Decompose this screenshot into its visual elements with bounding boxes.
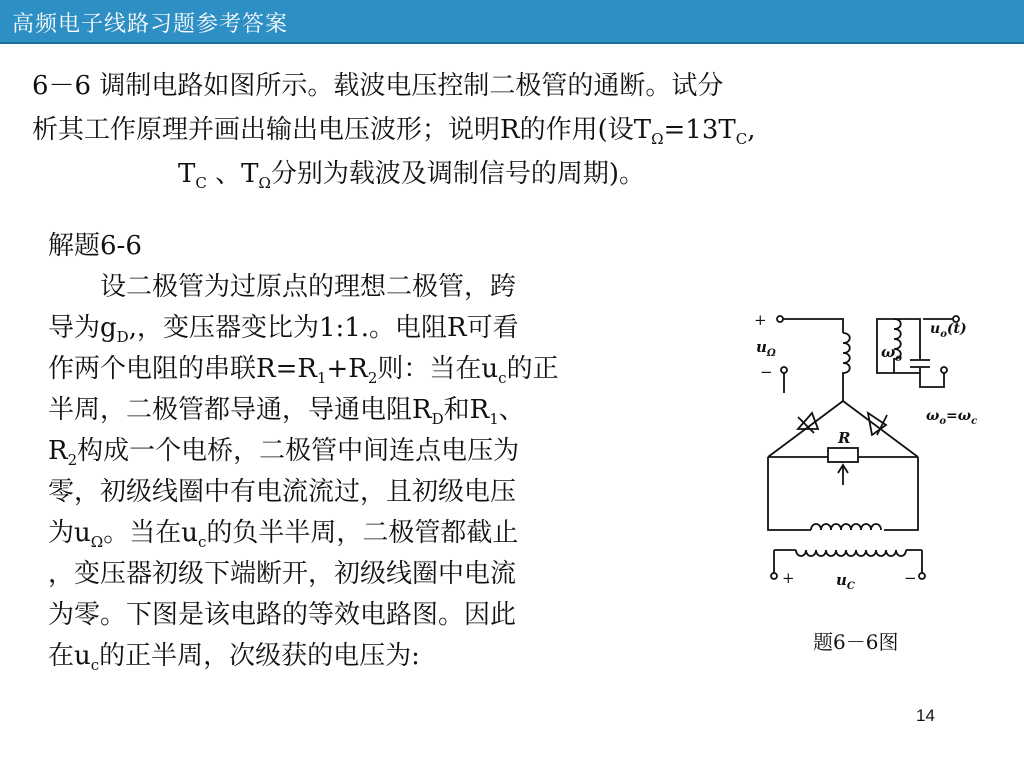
label-omega-o: ω (881, 343, 896, 361)
diode-left (798, 413, 818, 433)
page-number: 14 (916, 706, 935, 725)
label-uo: u (930, 321, 941, 337)
terminal-minus-top (781, 367, 787, 373)
problem-line-2: 析其工作原理并画出输出电压波形；说明R的作用(设$T_\Omega=13T_C$, (32, 115, 756, 148)
label-plus-top: + (754, 311, 767, 329)
solution-line: 零，初级线圈中有电流流过，且初级电压 (48, 477, 517, 507)
terminal-plus-top (777, 316, 783, 322)
label-r: R (838, 429, 851, 447)
problem-line-1: 6－6 调制电路如图所示。载波电压控制二极管的通断。试分 (32, 71, 724, 101)
solution-line: ，变压器初级下端断开，初级线圈中电流 (48, 559, 517, 589)
solution-line: 作两个电阻的串联$R=R_1+R_2$则：当在$u_c$的正 (48, 354, 559, 387)
label-u-omega: u (756, 338, 767, 356)
svg-text:ωo=ωc: $\omega_o=\omega_c$ (926, 408, 978, 427)
figure-caption: 题6－6图 (813, 630, 899, 654)
transformer-upper-coil (811, 524, 881, 530)
slide-title: 高频电子线路习题参考答案 (12, 12, 289, 37)
label-minus-bottom: − (904, 569, 917, 587)
slide-header-bar (0, 0, 1024, 44)
label-uc: u (836, 571, 847, 589)
solution-line: 设二极管为过原点的理想二极管，跨 (100, 272, 517, 302)
solution-line: 为零。下图是该电路的等效电路图。因此 (48, 600, 517, 630)
solution-line: 在$u_c$的正半周，次级获的电压为: (48, 641, 420, 674)
solution-heading: 解题6-6 (48, 231, 142, 261)
solution-text (48, 226, 663, 677)
svg-text:ωo: $\omega_o$ (881, 343, 902, 364)
terminal-output-bottom (941, 367, 947, 373)
terminal-minus-bottom (919, 573, 925, 579)
svg-text:uo(t): $u_o(t)$ (930, 321, 967, 340)
problem-statement (32, 64, 1007, 196)
transformer-lower-coil (796, 550, 906, 556)
modulator-coil (843, 333, 850, 401)
terminal-plus-bottom (771, 573, 777, 579)
problem-line-3: $T_C$ 、$T_\Omega$分别为载波及调制信号的周期)。 (178, 159, 646, 192)
solution-line: 导为$g_D$,，变压器变比为1:1.。电阻R可看 (48, 313, 519, 346)
label-omega-equation: ω (926, 408, 940, 424)
label-plus-bottom: + (782, 569, 795, 587)
resistor-r (828, 448, 858, 462)
solution-line: 为$u_\Omega$。当在$u_c$的负半半周，二极管都截止 (48, 518, 519, 551)
circuit-diagram (744, 305, 994, 590)
solution-line: $R_2$构成一个电桥，二极管中间连点电压为 (48, 436, 520, 469)
label-minus-top: − (760, 363, 773, 381)
svg-text:uC: $u_C$ (836, 571, 855, 590)
solution-line: 半周，二极管都导通，导通电阻$R_D$和$R_1$、 (48, 395, 525, 428)
svg-text:uΩ: $u_\Omega$ (756, 338, 776, 359)
